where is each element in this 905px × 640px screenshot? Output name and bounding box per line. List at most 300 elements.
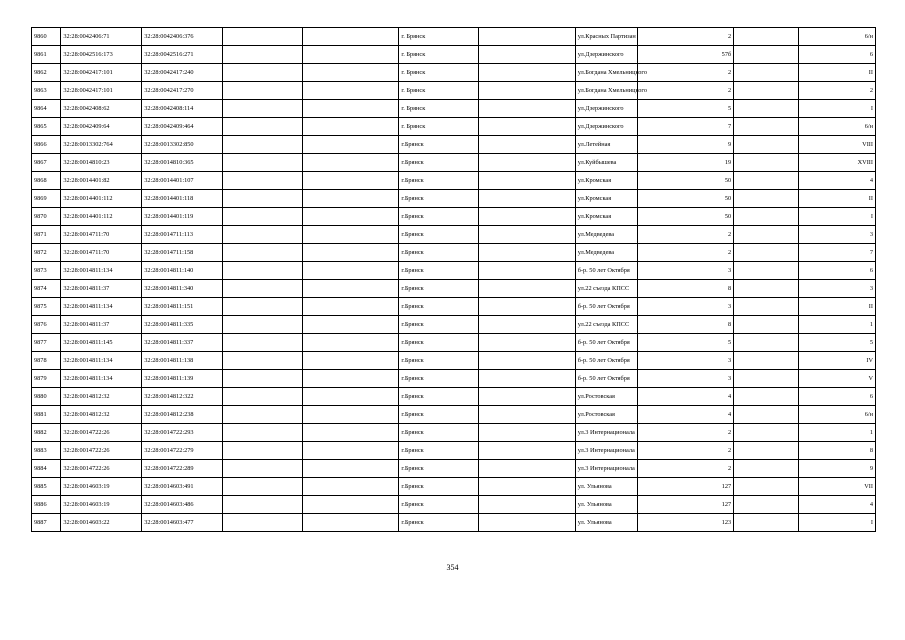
- house-number-cell: 5: [637, 100, 734, 118]
- empty-cell: [734, 478, 799, 496]
- land-cadastral-number-cell: 32:28:0014811:37: [61, 316, 142, 334]
- row-number-cell: 9862: [32, 64, 61, 82]
- empty-cell: [734, 226, 799, 244]
- empty-cell: [223, 172, 303, 190]
- empty-cell: [302, 28, 399, 46]
- land-cadastral-number-cell: 32:28:0014722:26: [61, 442, 142, 460]
- empty-cell: [734, 298, 799, 316]
- premises-number-cell: V: [799, 370, 876, 388]
- city-cell: г.Брянск: [399, 136, 479, 154]
- land-cadastral-number-cell: 32:28:0014811:145: [61, 334, 142, 352]
- empty-cell: [734, 154, 799, 172]
- city-cell: г.Брянск: [399, 496, 479, 514]
- street-cell: ул. Ульянова: [575, 496, 637, 514]
- empty-cell: [223, 190, 303, 208]
- premises-number-cell: 6: [799, 388, 876, 406]
- empty-cell: [302, 46, 399, 64]
- land-cadastral-number-cell: 32:28:0042417:101: [61, 64, 142, 82]
- empty-cell: [302, 370, 399, 388]
- registry-sheet: [31, 27, 876, 532]
- object-cadastral-number-cell: 32:28:0014722:293: [142, 424, 223, 442]
- house-number-cell: 50: [637, 172, 734, 190]
- city-cell: г.Брянск: [399, 406, 479, 424]
- empty-cell: [479, 208, 576, 226]
- empty-cell: [223, 82, 303, 100]
- house-number-cell: 57б: [637, 46, 734, 64]
- object-cadastral-number-cell: 32:28:0014811:139: [142, 370, 223, 388]
- city-cell: г.Брянск: [399, 334, 479, 352]
- premises-number-cell: 6/н: [799, 118, 876, 136]
- empty-cell: [734, 424, 799, 442]
- street-cell: ул. Ульянова: [575, 478, 637, 496]
- street-cell: ул.Медведева: [575, 244, 637, 262]
- table-row: [32, 370, 876, 388]
- empty-cell: [302, 208, 399, 226]
- empty-cell: [734, 28, 799, 46]
- premises-number-cell: 5: [799, 334, 876, 352]
- table-row: [32, 100, 876, 118]
- empty-cell: [223, 226, 303, 244]
- empty-cell: [302, 460, 399, 478]
- city-cell: г. Брянск: [399, 28, 479, 46]
- row-number-cell: 9887: [32, 514, 61, 532]
- empty-cell: [479, 514, 576, 532]
- empty-cell: [479, 136, 576, 154]
- empty-cell: [734, 352, 799, 370]
- empty-cell: [223, 316, 303, 334]
- land-cadastral-number-cell: 32:28:0042406:71: [61, 28, 142, 46]
- empty-cell: [223, 154, 303, 172]
- row-number-cell: 9865: [32, 118, 61, 136]
- empty-cell: [734, 190, 799, 208]
- street-cell: ул.Дзержинского: [575, 100, 637, 118]
- premises-number-cell: VIII: [799, 136, 876, 154]
- empty-cell: [223, 28, 303, 46]
- city-cell: г.Брянск: [399, 370, 479, 388]
- street-cell: ул.Ростовская: [575, 406, 637, 424]
- empty-cell: [223, 298, 303, 316]
- table-row: [32, 460, 876, 478]
- house-number-cell: 4: [637, 388, 734, 406]
- empty-cell: [302, 424, 399, 442]
- table-row: [32, 298, 876, 316]
- city-cell: г.Брянск: [399, 208, 479, 226]
- empty-cell: [302, 514, 399, 532]
- table-row: [32, 46, 876, 64]
- house-number-cell: 3: [637, 298, 734, 316]
- premises-number-cell: 4: [799, 172, 876, 190]
- row-number-cell: 9866: [32, 136, 61, 154]
- row-number-cell: 9870: [32, 208, 61, 226]
- empty-cell: [479, 82, 576, 100]
- empty-cell: [479, 100, 576, 118]
- city-cell: г.Брянск: [399, 298, 479, 316]
- object-cadastral-number-cell: 32:28:0014811:140: [142, 262, 223, 280]
- empty-cell: [479, 388, 576, 406]
- street-cell: б-р. 50 лет Октября: [575, 352, 637, 370]
- premises-number-cell: 7: [799, 244, 876, 262]
- table-row: [32, 136, 876, 154]
- land-cadastral-number-cell: 32:28:0014811:37: [61, 280, 142, 298]
- empty-cell: [302, 316, 399, 334]
- city-cell: г.Брянск: [399, 226, 479, 244]
- page-number: 354: [446, 563, 459, 572]
- empty-cell: [479, 370, 576, 388]
- object-cadastral-number-cell: 32:28:0014401:107: [142, 172, 223, 190]
- street-cell: ул.Богдана Хмельницкого: [575, 64, 637, 82]
- land-cadastral-number-cell: 32:28:0014711:70: [61, 226, 142, 244]
- city-cell: г.Брянск: [399, 316, 479, 334]
- land-cadastral-number-cell: 32:28:0042417:101: [61, 82, 142, 100]
- house-number-cell: 4: [637, 406, 734, 424]
- street-cell: ул.Куйбышева: [575, 154, 637, 172]
- empty-cell: [302, 298, 399, 316]
- empty-cell: [302, 388, 399, 406]
- object-cadastral-number-cell: 32:28:0014811:335: [142, 316, 223, 334]
- row-number-cell: 9876: [32, 316, 61, 334]
- premises-number-cell: II: [799, 64, 876, 82]
- empty-cell: [734, 514, 799, 532]
- row-number-cell: 9877: [32, 334, 61, 352]
- empty-cell: [734, 406, 799, 424]
- city-cell: г.Брянск: [399, 244, 479, 262]
- city-cell: г.Брянск: [399, 262, 479, 280]
- empty-cell: [479, 280, 576, 298]
- empty-cell: [479, 298, 576, 316]
- table-row: [32, 388, 876, 406]
- empty-cell: [734, 262, 799, 280]
- empty-cell: [223, 442, 303, 460]
- object-cadastral-number-cell: 32:28:0014711:113: [142, 226, 223, 244]
- house-number-cell: 8: [637, 280, 734, 298]
- empty-cell: [734, 244, 799, 262]
- street-cell: ул.Кромская: [575, 208, 637, 226]
- house-number-cell: 5: [637, 334, 734, 352]
- house-number-cell: 2: [637, 28, 734, 46]
- empty-cell: [223, 496, 303, 514]
- empty-cell: [479, 460, 576, 478]
- empty-cell: [302, 226, 399, 244]
- row-number-cell: 9867: [32, 154, 61, 172]
- street-cell: б-р. 50 лет Октября: [575, 334, 637, 352]
- row-number-cell: 9880: [32, 388, 61, 406]
- premises-number-cell: 8: [799, 442, 876, 460]
- empty-cell: [223, 208, 303, 226]
- empty-cell: [479, 406, 576, 424]
- street-cell: б-р. 50 лет Октября: [575, 370, 637, 388]
- land-cadastral-number-cell: 32:28:0014603:22: [61, 514, 142, 532]
- land-cadastral-number-cell: 32:28:0014811:134: [61, 262, 142, 280]
- empty-cell: [479, 424, 576, 442]
- land-cadastral-number-cell: 32:28:0014812:32: [61, 406, 142, 424]
- house-number-cell: 2: [637, 82, 734, 100]
- row-number-cell: 9881: [32, 406, 61, 424]
- empty-cell: [223, 100, 303, 118]
- empty-cell: [302, 442, 399, 460]
- empty-cell: [479, 190, 576, 208]
- empty-cell: [734, 100, 799, 118]
- land-cadastral-number-cell: 32:28:0014811:134: [61, 370, 142, 388]
- object-cadastral-number-cell: 32:28:0014722:289: [142, 460, 223, 478]
- city-cell: г.Брянск: [399, 154, 479, 172]
- street-cell: ул.22 съезда КПСС: [575, 316, 637, 334]
- row-number-cell: 9864: [32, 100, 61, 118]
- premises-number-cell: 6/н: [799, 28, 876, 46]
- object-cadastral-number-cell: 32:28:0014401:118: [142, 190, 223, 208]
- table-row: [32, 208, 876, 226]
- row-number-cell: 9878: [32, 352, 61, 370]
- object-cadastral-number-cell: 32:28:0014722:279: [142, 442, 223, 460]
- object-cadastral-number-cell: 32:28:0014811:337: [142, 334, 223, 352]
- house-number-cell: 123: [637, 514, 734, 532]
- empty-cell: [223, 64, 303, 82]
- table-row: [32, 226, 876, 244]
- premises-number-cell: 1: [799, 316, 876, 334]
- land-cadastral-number-cell: 32:28:0042516:173: [61, 46, 142, 64]
- empty-cell: [223, 460, 303, 478]
- empty-cell: [479, 118, 576, 136]
- object-cadastral-number-cell: 32:28:0014811:138: [142, 352, 223, 370]
- table-row: [32, 262, 876, 280]
- premises-number-cell: 6: [799, 46, 876, 64]
- row-number-cell: 9868: [32, 172, 61, 190]
- premises-number-cell: II: [799, 190, 876, 208]
- empty-cell: [479, 28, 576, 46]
- empty-cell: [479, 46, 576, 64]
- empty-cell: [223, 280, 303, 298]
- premises-number-cell: II: [799, 298, 876, 316]
- land-cadastral-number-cell: 32:28:0014722:26: [61, 460, 142, 478]
- land-cadastral-number-cell: 32:28:0014603:19: [61, 478, 142, 496]
- object-cadastral-number-cell: 32:28:0042409:464: [142, 118, 223, 136]
- land-cadastral-number-cell: 32:28:0014401:112: [61, 208, 142, 226]
- empty-cell: [302, 244, 399, 262]
- empty-cell: [223, 136, 303, 154]
- table-row: [32, 154, 876, 172]
- empty-cell: [734, 46, 799, 64]
- land-cadastral-number-cell: 32:28:0042409:64: [61, 118, 142, 136]
- empty-cell: [734, 334, 799, 352]
- empty-cell: [479, 172, 576, 190]
- city-cell: г.Брянск: [399, 424, 479, 442]
- empty-cell: [223, 46, 303, 64]
- empty-cell: [734, 280, 799, 298]
- street-cell: ул.Дзержинского: [575, 46, 637, 64]
- table-row: [32, 28, 876, 46]
- house-number-cell: 50: [637, 190, 734, 208]
- empty-cell: [223, 406, 303, 424]
- object-cadastral-number-cell: 32:28:0014603:491: [142, 478, 223, 496]
- premises-number-cell: 1: [799, 424, 876, 442]
- street-cell: ул.Кромская: [575, 172, 637, 190]
- street-cell: ул. Ульянова: [575, 514, 637, 532]
- table-row: [32, 478, 876, 496]
- house-number-cell: 2: [637, 226, 734, 244]
- object-cadastral-number-cell: 32:28:0014811:340: [142, 280, 223, 298]
- object-cadastral-number-cell: 32:28:0014711:158: [142, 244, 223, 262]
- table-row: [32, 244, 876, 262]
- empty-cell: [479, 334, 576, 352]
- house-number-cell: 2: [637, 442, 734, 460]
- empty-cell: [734, 172, 799, 190]
- row-number-cell: 9883: [32, 442, 61, 460]
- row-number-cell: 9875: [32, 298, 61, 316]
- row-number-cell: 9871: [32, 226, 61, 244]
- empty-cell: [734, 136, 799, 154]
- empty-cell: [302, 280, 399, 298]
- empty-cell: [734, 64, 799, 82]
- land-cadastral-number-cell: 32:28:0014603:19: [61, 496, 142, 514]
- street-cell: ул.Летейная: [575, 136, 637, 154]
- city-cell: г.Брянск: [399, 280, 479, 298]
- empty-cell: [302, 478, 399, 496]
- table-row: [32, 118, 876, 136]
- empty-cell: [302, 262, 399, 280]
- registry-table: [31, 27, 876, 532]
- street-cell: ул.3 Интернационала: [575, 442, 637, 460]
- row-number-cell: 9861: [32, 46, 61, 64]
- premises-number-cell: 6: [799, 262, 876, 280]
- city-cell: г. Брянск: [399, 118, 479, 136]
- house-number-cell: 50: [637, 208, 734, 226]
- empty-cell: [223, 388, 303, 406]
- city-cell: г.Брянск: [399, 190, 479, 208]
- premises-number-cell: I: [799, 514, 876, 532]
- city-cell: г.Брянск: [399, 478, 479, 496]
- street-cell: ул.Медведева: [575, 226, 637, 244]
- table-row: [32, 172, 876, 190]
- premises-number-cell: VII: [799, 478, 876, 496]
- empty-cell: [479, 154, 576, 172]
- empty-cell: [223, 118, 303, 136]
- object-cadastral-number-cell: 32:28:0014811:151: [142, 298, 223, 316]
- table-body: [32, 28, 876, 532]
- empty-cell: [479, 496, 576, 514]
- street-cell: б-р. 50 лет Октября: [575, 262, 637, 280]
- premises-number-cell: 3: [799, 280, 876, 298]
- house-number-cell: 2: [637, 244, 734, 262]
- object-cadastral-number-cell: 32:28:0042406:376: [142, 28, 223, 46]
- table-row: [32, 442, 876, 460]
- empty-cell: [302, 406, 399, 424]
- empty-cell: [302, 82, 399, 100]
- row-number-cell: 9874: [32, 280, 61, 298]
- house-number-cell: 2: [637, 460, 734, 478]
- empty-cell: [302, 118, 399, 136]
- street-cell: ул.Дзержинского: [575, 118, 637, 136]
- empty-cell: [223, 424, 303, 442]
- table-row: [32, 280, 876, 298]
- table-row: [32, 316, 876, 334]
- house-number-cell: 3: [637, 352, 734, 370]
- street-cell: ул.Ростовская: [575, 388, 637, 406]
- city-cell: г. Брянск: [399, 82, 479, 100]
- empty-cell: [302, 172, 399, 190]
- empty-cell: [223, 478, 303, 496]
- empty-cell: [734, 316, 799, 334]
- land-cadastral-number-cell: 32:28:0014401:112: [61, 190, 142, 208]
- row-number-cell: 9886: [32, 496, 61, 514]
- house-number-cell: 8: [637, 316, 734, 334]
- house-number-cell: 127: [637, 496, 734, 514]
- empty-cell: [734, 208, 799, 226]
- object-cadastral-number-cell: 32:28:0014401:119: [142, 208, 223, 226]
- table-row: [32, 190, 876, 208]
- object-cadastral-number-cell: 32:28:0014812:238: [142, 406, 223, 424]
- table-row: [32, 334, 876, 352]
- empty-cell: [479, 226, 576, 244]
- empty-cell: [479, 64, 576, 82]
- empty-cell: [479, 442, 576, 460]
- city-cell: г.Брянск: [399, 460, 479, 478]
- empty-cell: [734, 442, 799, 460]
- table-row: [32, 64, 876, 82]
- premises-number-cell: 3: [799, 226, 876, 244]
- house-number-cell: 7: [637, 118, 734, 136]
- house-number-cell: 3: [637, 370, 734, 388]
- object-cadastral-number-cell: 32:28:0042516:271: [142, 46, 223, 64]
- land-cadastral-number-cell: 32:28:0014812:32: [61, 388, 142, 406]
- land-cadastral-number-cell: 32:28:0013302:764: [61, 136, 142, 154]
- row-number-cell: 9873: [32, 262, 61, 280]
- empty-cell: [734, 118, 799, 136]
- premises-number-cell: 6/н: [799, 406, 876, 424]
- object-cadastral-number-cell: 32:28:0014812:322: [142, 388, 223, 406]
- premises-number-cell: 9: [799, 460, 876, 478]
- street-cell: ул.3 Интернационала: [575, 460, 637, 478]
- empty-cell: [302, 190, 399, 208]
- object-cadastral-number-cell: 32:28:0013302:850: [142, 136, 223, 154]
- house-number-cell: 2: [637, 64, 734, 82]
- object-cadastral-number-cell: 32:28:0014810:365: [142, 154, 223, 172]
- city-cell: г. Брянск: [399, 64, 479, 82]
- house-number-cell: 9: [637, 136, 734, 154]
- city-cell: г.Брянск: [399, 352, 479, 370]
- table-row: [32, 82, 876, 100]
- empty-cell: [734, 460, 799, 478]
- empty-cell: [302, 334, 399, 352]
- premises-number-cell: 4: [799, 496, 876, 514]
- row-number-cell: 9885: [32, 478, 61, 496]
- empty-cell: [223, 352, 303, 370]
- object-cadastral-number-cell: 32:28:0014603:477: [142, 514, 223, 532]
- premises-number-cell: IV: [799, 352, 876, 370]
- empty-cell: [302, 496, 399, 514]
- premises-number-cell: 2: [799, 82, 876, 100]
- land-cadastral-number-cell: 32:28:0014401:82: [61, 172, 142, 190]
- object-cadastral-number-cell: 32:28:0042417:240: [142, 64, 223, 82]
- object-cadastral-number-cell: 32:28:0042408:114: [142, 100, 223, 118]
- row-number-cell: 9884: [32, 460, 61, 478]
- house-number-cell: 3: [637, 262, 734, 280]
- house-number-cell: 19: [637, 154, 734, 172]
- row-number-cell: 9882: [32, 424, 61, 442]
- land-cadastral-number-cell: 32:28:0042408:62: [61, 100, 142, 118]
- city-cell: г. Брянск: [399, 46, 479, 64]
- empty-cell: [302, 136, 399, 154]
- row-number-cell: 9860: [32, 28, 61, 46]
- street-cell: ул.22 съезда КПСС: [575, 280, 637, 298]
- land-cadastral-number-cell: 32:28:0014811:134: [61, 298, 142, 316]
- city-cell: г.Брянск: [399, 514, 479, 532]
- house-number-cell: 127: [637, 478, 734, 496]
- empty-cell: [479, 316, 576, 334]
- object-cadastral-number-cell: 32:28:0042417:270: [142, 82, 223, 100]
- empty-cell: [479, 478, 576, 496]
- empty-cell: [302, 100, 399, 118]
- city-cell: г.Брянск: [399, 442, 479, 460]
- empty-cell: [223, 370, 303, 388]
